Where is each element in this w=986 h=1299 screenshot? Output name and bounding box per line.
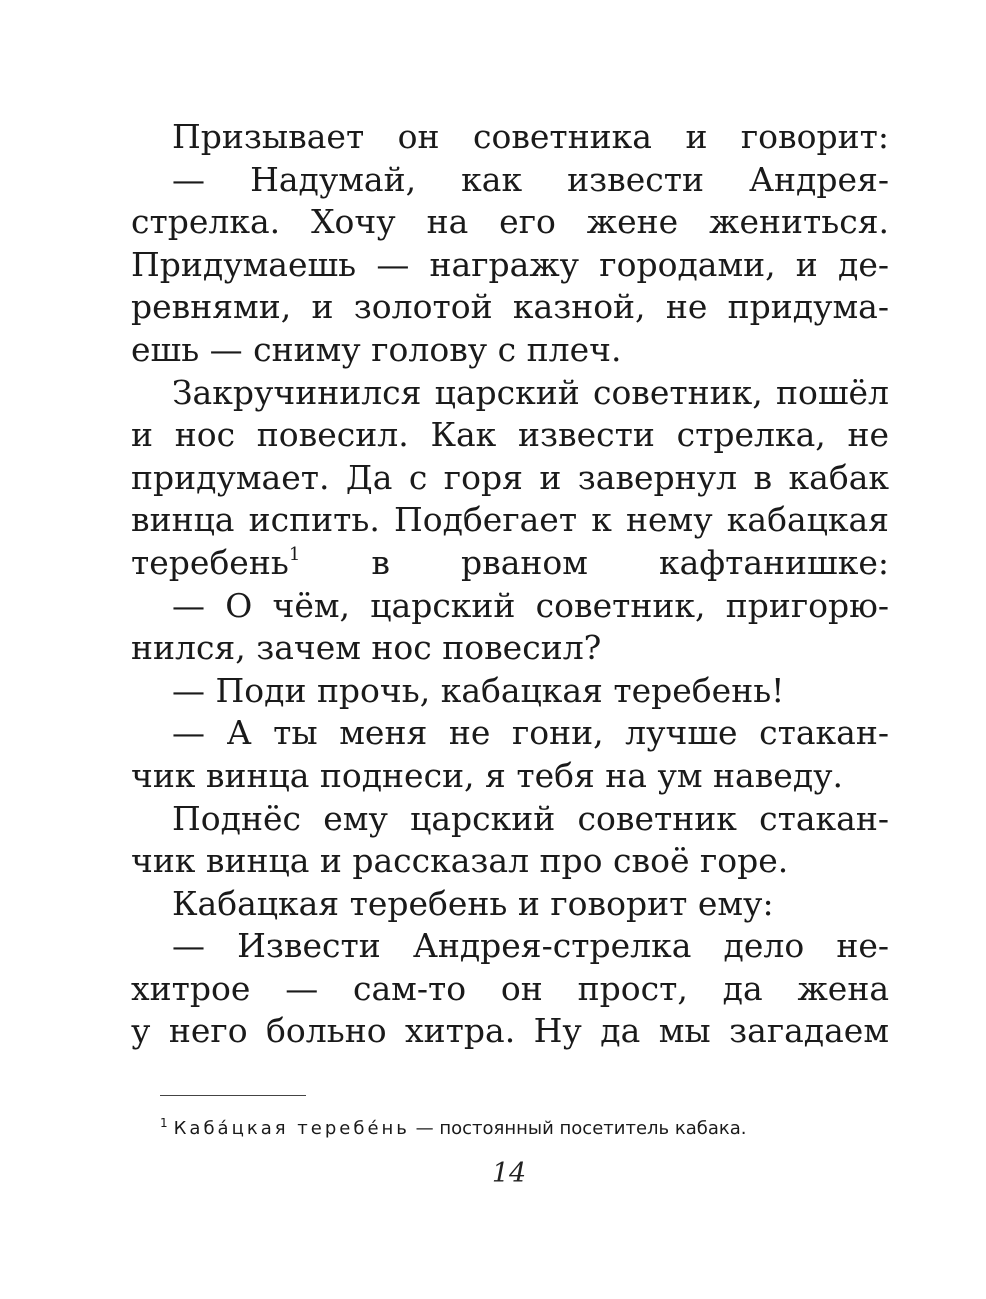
text-line: винца испить. Подбегает к нему кабацкая <box>131 500 889 540</box>
text-line: ревнями, и золотой казной, не придума- <box>131 287 889 327</box>
text-line: Призывает он советника и говорит: <box>172 117 889 156</box>
text-line: — А ты меня не гони, лучше стакан- <box>172 713 889 753</box>
body-text <box>131 116 889 1053</box>
footnote-definition: — постоянный посетитель кабака. <box>409 1118 747 1139</box>
text-line: Придумаешь — награжу городами, и де- <box>131 244 889 284</box>
footnote-reference[interactable]: 1 <box>288 543 301 565</box>
text-line: чик винца поднеси, я тебя на ум наведу. <box>131 755 844 795</box>
footnote-marker: 1 <box>160 1116 168 1130</box>
text-line: хитрое — сам-то он прост, да жена <box>131 968 889 1008</box>
text-line: чик винца и рассказал про своё горе. <box>131 841 789 881</box>
text-line: нился, зачем нос повесил? <box>131 628 602 668</box>
text-fragment: в рваном кафтанишке: <box>371 542 890 582</box>
text-line: — Надумай, как извести Андрея- <box>172 159 889 199</box>
text-line: — Извести Андрея-стрелка дело не- <box>172 926 889 966</box>
text-line: — Поди прочь, кабацкая теребень! <box>172 670 785 710</box>
text-line: Кабацкая теребень и говорит ему: <box>172 883 774 923</box>
text-line: ешь — сниму голову с плеч. <box>131 329 622 369</box>
text-fragment: теребень <box>131 542 289 582</box>
footnote-term: Каба́цкая теребе́нь <box>173 1118 410 1139</box>
text-line: у него больно хитра. Ну да мы загадаем <box>131 1011 889 1051</box>
text-line: стрелка. Хочу на его жене жениться. <box>131 202 889 242</box>
footnote <box>160 1116 747 1139</box>
text-line <box>131 542 889 585</box>
text-line: — О чём, царский советник, пригорю- <box>172 585 889 625</box>
text-line: Поднёс ему царский советник стакан- <box>172 798 889 838</box>
page-number: 14 <box>491 1158 527 1189</box>
text-line: придумает. Да с горя и завернул в кабак <box>131 457 889 497</box>
text-line: и нос повесил. Как извести стрелка, не <box>131 415 889 455</box>
text-line: Закручинился царский советник, пошёл <box>172 372 889 412</box>
footnote-divider <box>160 1095 306 1096</box>
